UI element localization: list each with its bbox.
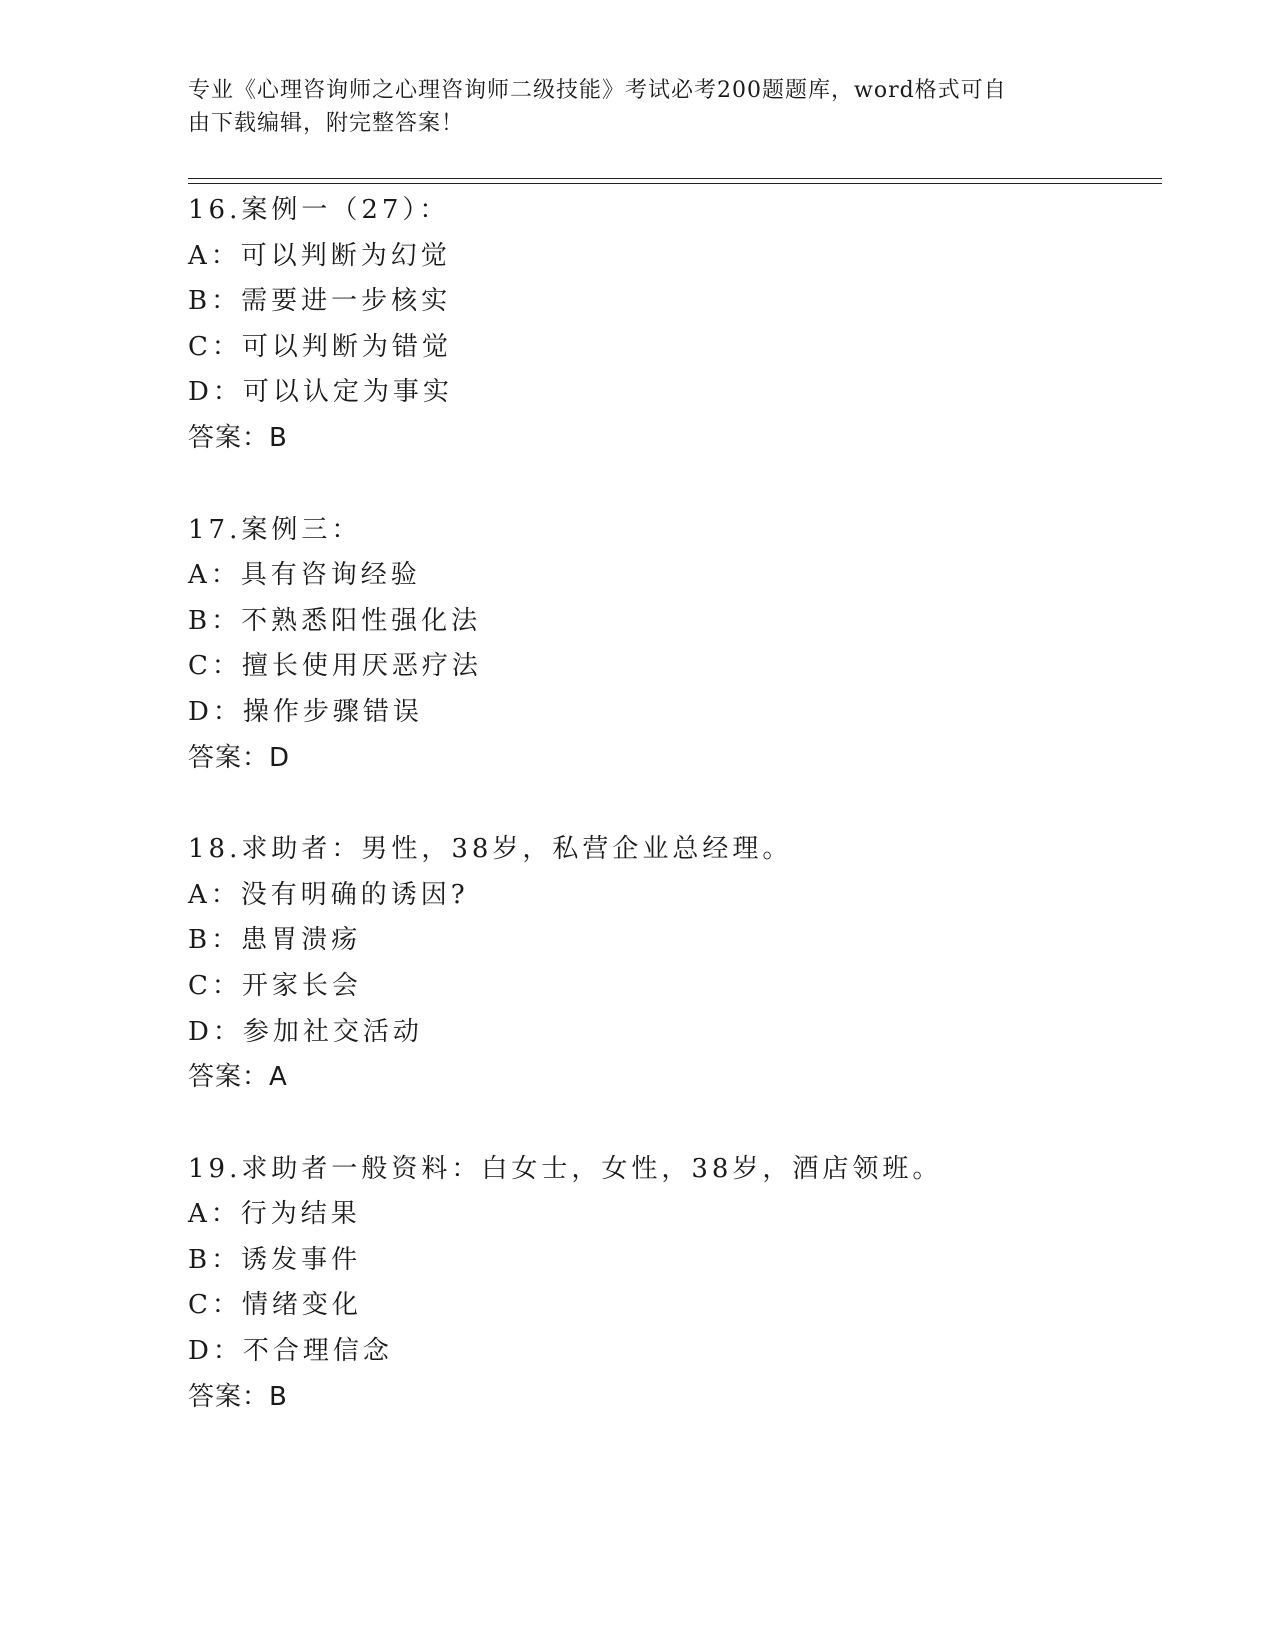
question-stem: 19.求助者一般资料：白女士，女性，38岁，酒店领班。 (188, 1153, 943, 1184)
option-b: B：不熟悉阳性强化法 (188, 605, 482, 636)
option-c: C：可以判断为错觉 (188, 331, 452, 362)
question-18 (188, 827, 1162, 1101)
option-c: C：情绪变化 (188, 1290, 362, 1321)
answer: 答案：D (188, 742, 291, 773)
option-d: D：不合理信念 (188, 1336, 393, 1367)
answer: 答案：B (188, 1381, 288, 1412)
document-header (188, 74, 1068, 140)
option-b: B：诱发事件 (188, 1244, 362, 1275)
option-d: D：可以认定为事实 (188, 377, 453, 408)
option-a: A：行为结果 (188, 1199, 361, 1230)
option-b: B：需要进一步核实 (188, 286, 452, 317)
question-stem: 16.案例一（27）： (188, 195, 450, 225)
question-list (188, 188, 1162, 1466)
header-divider-bottom (188, 183, 1162, 184)
header-line-2: 由下载编辑，附完整答案！ (188, 111, 465, 136)
option-d: D：操作步骤错误 (188, 696, 423, 727)
answer: 答案：A (188, 1062, 288, 1093)
option-c: C：擅长使用厌恶疗法 (188, 651, 482, 682)
question-19 (188, 1147, 1162, 1421)
question-16 (188, 188, 1162, 462)
header-line-1: 专业《心理咨询师之心理咨询师二级技能》考试必考200题题库，word格式可自 (188, 78, 1007, 103)
option-b: B：患胃溃疡 (188, 925, 362, 956)
question-stem: 17.案例三： (188, 514, 362, 545)
header-divider-top (188, 178, 1162, 179)
option-a: A：具有咨询经验 (188, 560, 421, 591)
option-d: D：参加社交活动 (188, 1016, 423, 1047)
option-a: A：可以判断为幻觉 (188, 240, 451, 271)
option-c: C：开家长会 (188, 970, 362, 1001)
question-stem: 18.求助者：男性，38岁，私营企业总经理。 (188, 834, 793, 865)
question-17 (188, 508, 1162, 782)
option-a: A：没有明确的诱因? (188, 879, 469, 910)
answer: 答案：B (188, 422, 288, 453)
